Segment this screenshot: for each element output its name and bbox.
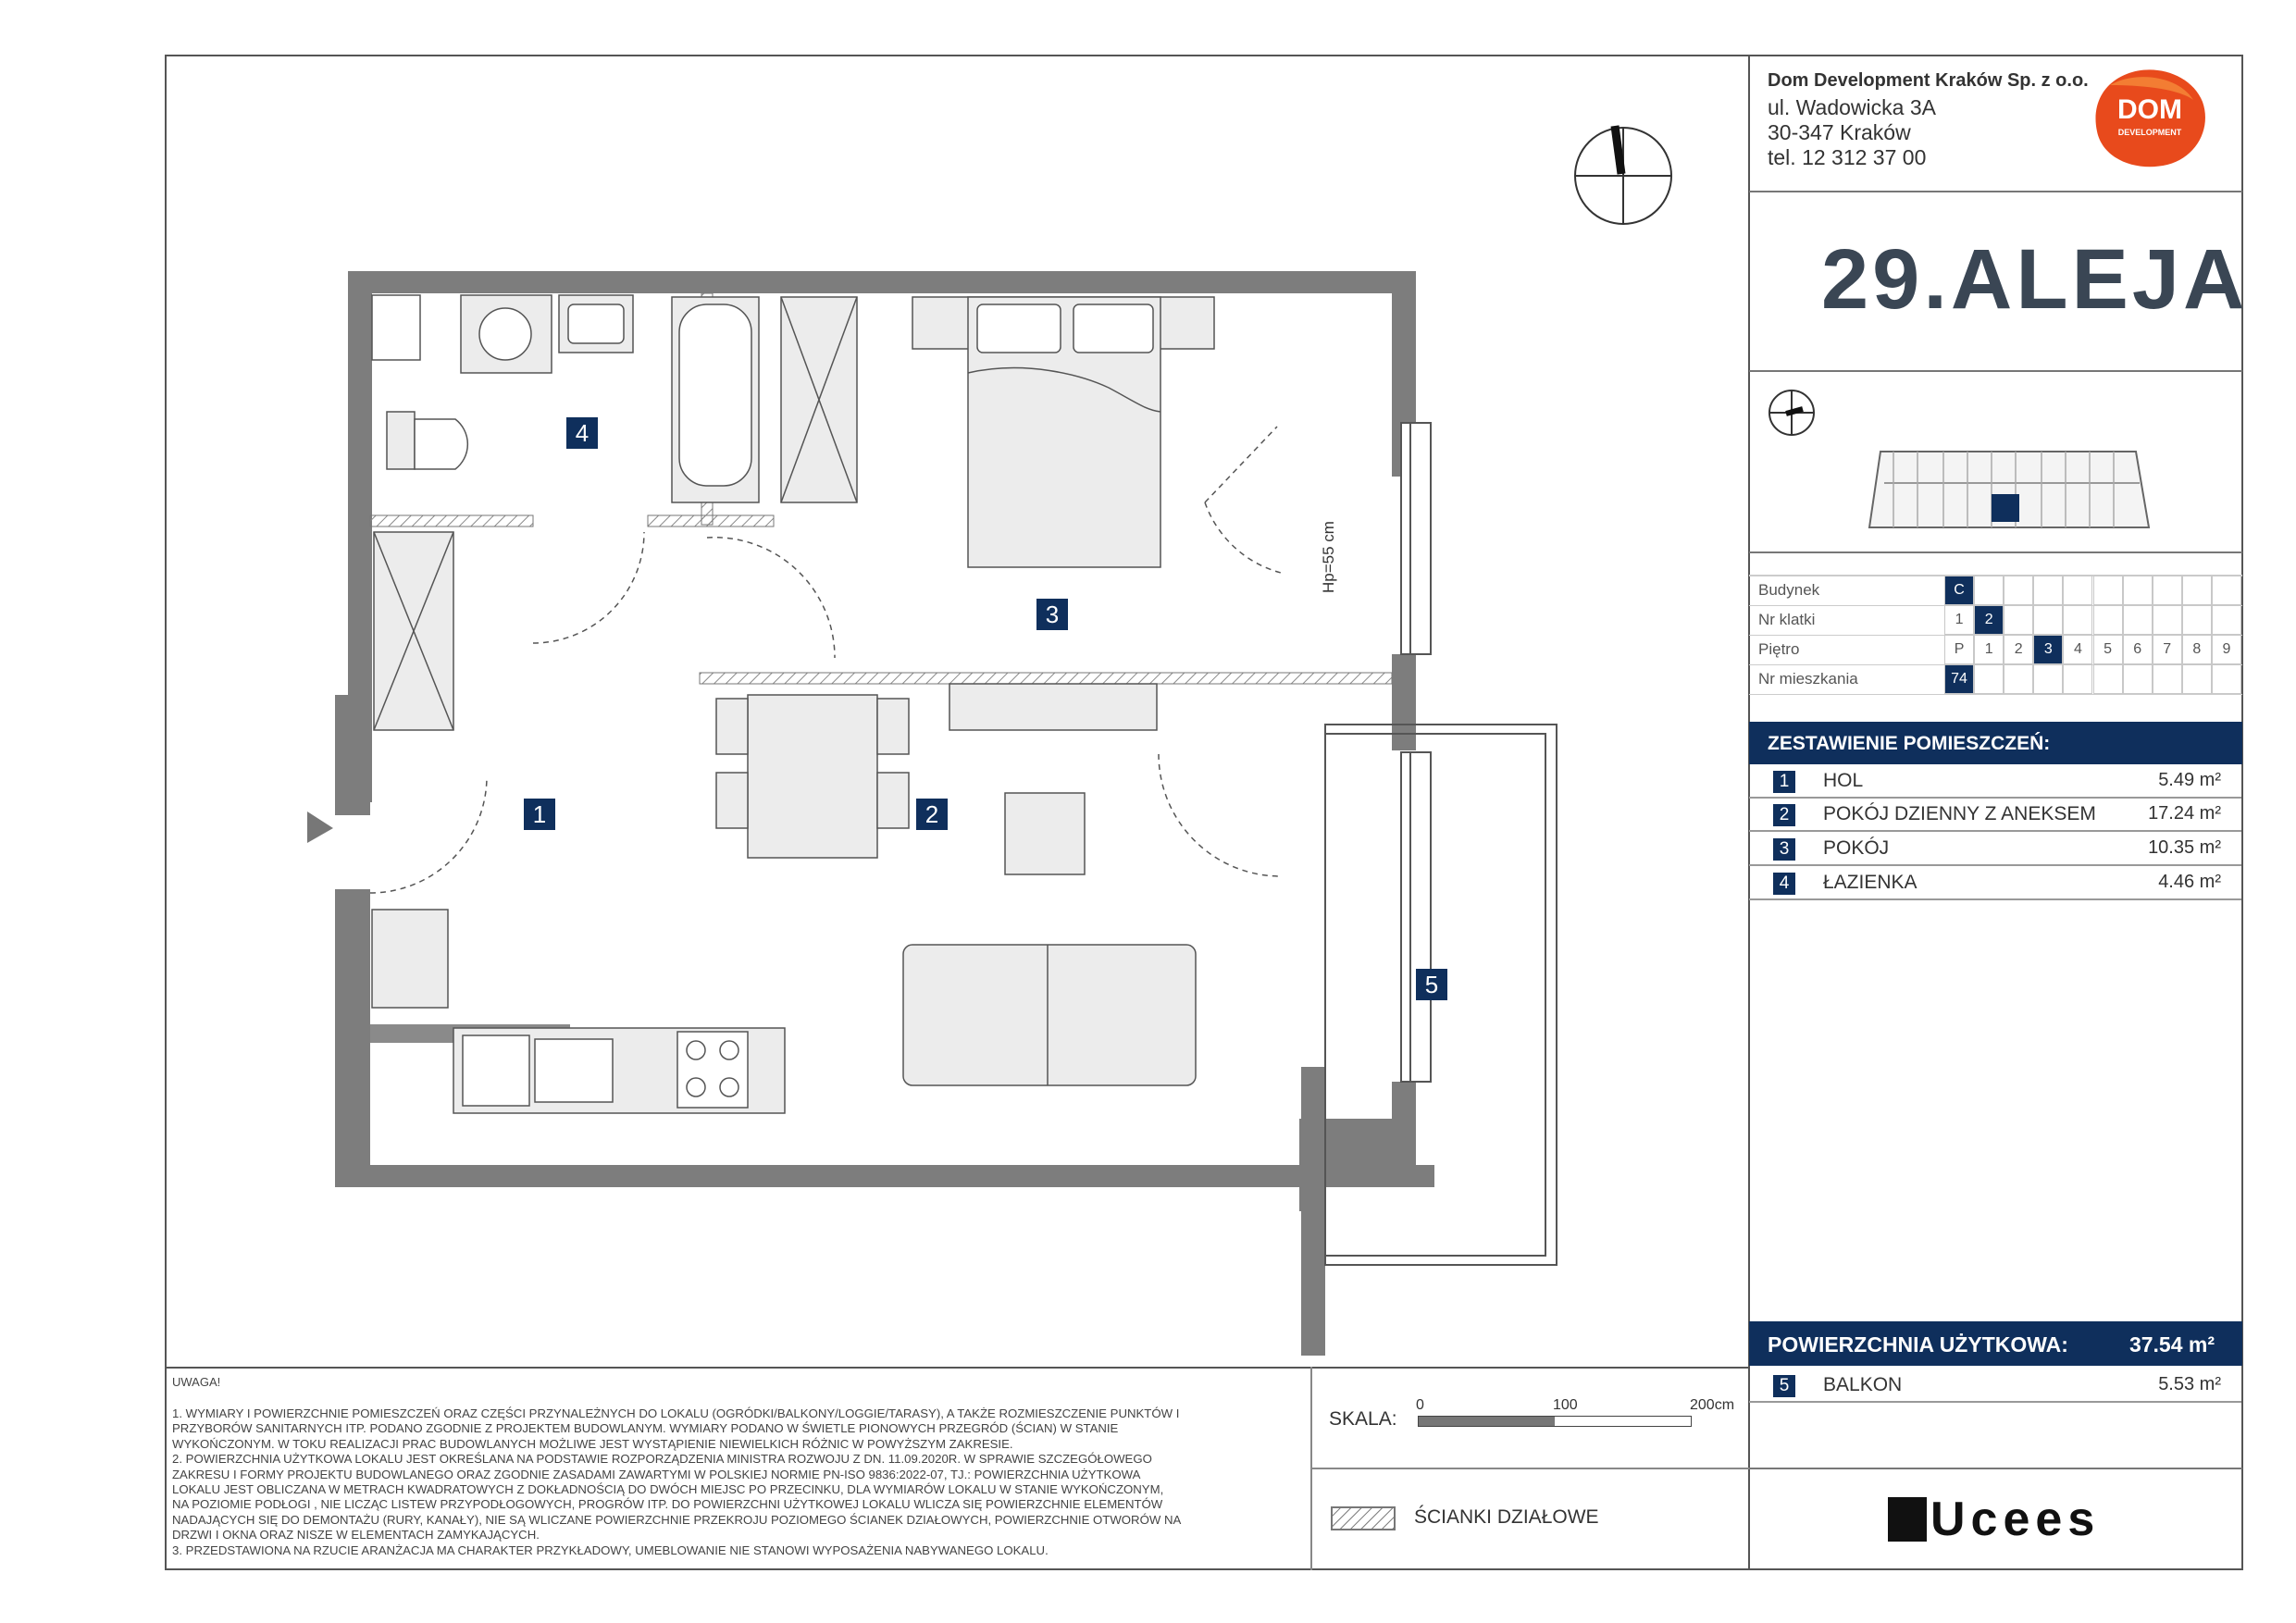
info-table-cell (2212, 576, 2241, 605)
plan-room-label: 4 (566, 417, 598, 449)
plan-room-label: 5 (1416, 969, 1447, 1000)
info-table-cell (1974, 576, 2004, 605)
info-table-cell: 2 (2004, 635, 2033, 664)
building-plan-thumbnail (1866, 446, 2153, 539)
legend-hatch-icon (1331, 1506, 1396, 1535)
notes-title: UWAGA! (172, 1375, 221, 1389)
room-number-badge: 5 (1773, 1375, 1795, 1397)
company-logo (2090, 67, 2210, 170)
plan-room-label: 1 (524, 799, 555, 830)
info-table-cell: 7 (2153, 635, 2182, 664)
info-table-cell: 2 (1974, 605, 2004, 635)
scale-tick-0: 0 (1416, 1397, 1424, 1413)
info-table-cell (2153, 605, 2182, 635)
room-name: POKÓJ (1823, 837, 1890, 859)
balcony-row (1749, 1369, 2241, 1403)
room-number-badge: 2 (1773, 804, 1795, 826)
room-row (1749, 799, 2241, 832)
info-table-cell (2033, 576, 2063, 605)
info-table-cell (2182, 576, 2212, 605)
info-table-cell (2123, 605, 2153, 635)
info-table-cell: 6 (2123, 635, 2153, 664)
info-table-label: Piętro (1758, 640, 1800, 658)
room-area: 17.24 m² (2148, 803, 2221, 824)
info-table-cell (2004, 576, 2033, 605)
room-area: 10.35 m² (2148, 837, 2221, 858)
project-logo: 29.ALEJA (1821, 232, 2249, 327)
room-row (1749, 765, 2241, 799)
sidebar-line (1749, 191, 2242, 192)
info-table-cell (2063, 576, 2092, 605)
usable-area-bar (1749, 1321, 2242, 1366)
sill-height-label: Hp=55 cm (1320, 521, 1337, 593)
info-table-label: Nr mieszkania (1758, 670, 1858, 688)
uceeS-logo (1888, 1493, 2100, 1545)
sidebar-line (1749, 370, 2242, 372)
info-table-cell (2093, 605, 2123, 635)
company-street: ul. Wadowicka 3A (1768, 95, 1936, 119)
info-table-cell (2153, 576, 2182, 605)
logo-main-text: DOM (2117, 94, 2182, 125)
room-name: BALKON (1823, 1374, 1903, 1395)
room-area: 5.53 m² (2158, 1374, 2221, 1394)
info-table-cell (2123, 576, 2153, 605)
floor-plan (165, 55, 1747, 1367)
notes-body: 1. WYMIARY I POWIERZCHNIE POMIESZCZEŃ ORAZ CZĘŚCI PRZYNALEŻNYCH DO LOKALU (OGRÓDKI/BALKONY/LOGGIE/TARASY), A TAKŻE ROZMIESZCZENIE PUNKTÓW I PRZYBORÓW SANITARNYCH ITP. PODANO ZGODNIE Z PROJEKTEM BUDOWLANYM. WYMIARY PODANO W ŚWIETLE PIONOWYCH PRZEGRÓD (ŚCIAN) W STANIE WYKOŃCZONYM. W TOKU REALIZACJI PRAC BUDOWLANYCH MOŻLIWE JEST WYSTĄPIENIE NIEWIELKICH RÓŻNIC W POWYŻSZYM ZAKRESIE. 2. POWIERZCHNIA UŻYTKOWA LOKALU JEST OKREŚLANA NA PODSTAWIE ROZPORZĄDZENIA MINISTRA ROZWOJU Z DN. 11.09.2020R. W SPRAWIE SZCZEGÓŁOWEGO ZAKRESU I FORMY PROJEKTU BUDOWLANEGO ORAZ ZGODNIE ZASADAMI ZAWARTYMI W POLSKIEJ NORMIE PN-ISO 9836:2022-07, TJ.: POWIERZCHNIA UŻYTKOWA LOKALU JEST OBLICZANA W METRACH KWADRATOWYCH Z DOKŁADNOŚCIĄ DO DWÓCH MIEJSC PO PRZECINKU, DLA WYMIARÓW LOKALU W STANIE WYKOŃCZONYM, NA POZIOMIE PODŁOGI , NIE LICZĄC LISTEW PRZYPODŁOGOWYCH, PROGRÓW ITP. DO POWIERZCHNI UŻYTKOWEJ LOKALU WLICZA SIĘ POWIERZCHNIE ELEMENTÓW NADAJĄCYCH SIĘ DO DEMONTAŻU (RURY, KANAŁY), NIE SĄ WLICZANE POWIERZCHNIE PRZEKROJU POZIOMEGO ŚCIANEK DZIAŁOWYCH, POWIERZCHNIE OTWORÓW NA DRZWI I OKNA ORAZ NISZE W ELEMENTACH ZAMYKAJĄCYCH. 3. PRZEDSTAWIONA NA RZUCIE ARANŻACJA MA CHARAKTER PRZYKŁADOWY, UMEBLOWANIE NIE STANOWI WYPOSAŻENIA NABYWANEGO LOKALU. (172, 1406, 1182, 1557)
room-name: POKÓJ DZIENNY Z ANEKSEM (1823, 803, 2096, 824)
info-table-rowline (1749, 694, 2242, 695)
info-table-cell (2063, 605, 2092, 635)
room-name: HOL (1823, 770, 1864, 791)
scale-tick-200: 200cm (1690, 1397, 1735, 1413)
info-table-cell: 74 (1944, 664, 1974, 694)
info-table-cell: 1 (1944, 605, 1974, 635)
company-phone: tel. 12 312 37 00 (1768, 145, 1927, 169)
room-row (1749, 833, 2241, 866)
info-table-cell (2004, 605, 2033, 635)
footer-divider (165, 1367, 1749, 1369)
info-table-cell (2093, 576, 2123, 605)
logo-sub-text: DEVELOPMENT (2117, 128, 2182, 137)
info-table-cell: C (1944, 576, 1974, 605)
info-table-cell (2093, 664, 2123, 694)
info-table-cell (2182, 664, 2212, 694)
info-table-cell: 4 (2063, 635, 2092, 664)
usable-area-value: 37.54 m² (2128, 1332, 2215, 1357)
room-area: 4.46 m² (2158, 872, 2221, 892)
info-table-cell: 8 (2182, 635, 2212, 664)
compass-small-icon (1766, 387, 1818, 443)
company-name: Dom Development Kraków Sp. z o.o. (1768, 70, 2089, 91)
company-city: 30-347 Kraków (1768, 120, 1911, 144)
rooms-header-text: ZESTAWIENIE POMIESZCZEŃ: (1768, 733, 2051, 754)
uceeS-logo-text: Ucees (1930, 1493, 2101, 1546)
entrance-arrow-icon (307, 812, 333, 843)
room-row (1749, 867, 2241, 900)
scale-label: SKALA: (1329, 1408, 1397, 1430)
uceeS-logo-u (1888, 1497, 1927, 1542)
info-table-cell (2182, 605, 2212, 635)
room-number-badge: 4 (1773, 873, 1795, 895)
living-furniture (372, 684, 1196, 1113)
info-table-label: Budynek (1758, 581, 1820, 599)
scale-bar-fill (1419, 1417, 1555, 1426)
info-table-cell: 5 (2093, 635, 2123, 664)
info-table-cell (2033, 605, 2063, 635)
sidebar-line (1749, 1468, 2242, 1469)
footer-scale-divider (1310, 1468, 1749, 1469)
plan-room-label: 3 (1036, 599, 1068, 630)
info-table-cell: 1 (1974, 635, 2004, 664)
info-table-cell: 3 (2033, 635, 2063, 664)
plan-room-label: 2 (916, 799, 948, 830)
scale-tick-100: 100 (1553, 1397, 1578, 1413)
usable-area-label: POWIERZCHNIA UŻYTKOWA: (1768, 1332, 2068, 1357)
room-area: 5.49 m² (2158, 770, 2221, 790)
info-table-label: Nr klatki (1758, 611, 1816, 628)
bathroom-fixtures (372, 295, 857, 730)
scale-bar (1418, 1416, 1692, 1427)
legend-label: ŚCIANKI DZIAŁOWE (1414, 1506, 1599, 1528)
info-table-cell (2123, 664, 2153, 694)
info-table-cell (2004, 664, 2033, 694)
info-table-cell (2212, 605, 2241, 635)
rooms-header (1749, 722, 2242, 764)
info-table-cell (2153, 664, 2182, 694)
room-number-badge: 3 (1773, 838, 1795, 861)
room-number-badge: 1 (1773, 771, 1795, 793)
sidebar-line (1749, 551, 2242, 553)
info-table-cell (2033, 664, 2063, 694)
info-table-cell: 9 (2212, 635, 2241, 664)
info-table-cell: P (1944, 635, 1974, 664)
info-table-cell (2063, 664, 2092, 694)
info-table-cell (1974, 664, 2004, 694)
room-name: ŁAZIENKA (1823, 872, 1917, 893)
info-table-cell (2212, 664, 2241, 694)
bedroom-bed (912, 297, 1214, 567)
